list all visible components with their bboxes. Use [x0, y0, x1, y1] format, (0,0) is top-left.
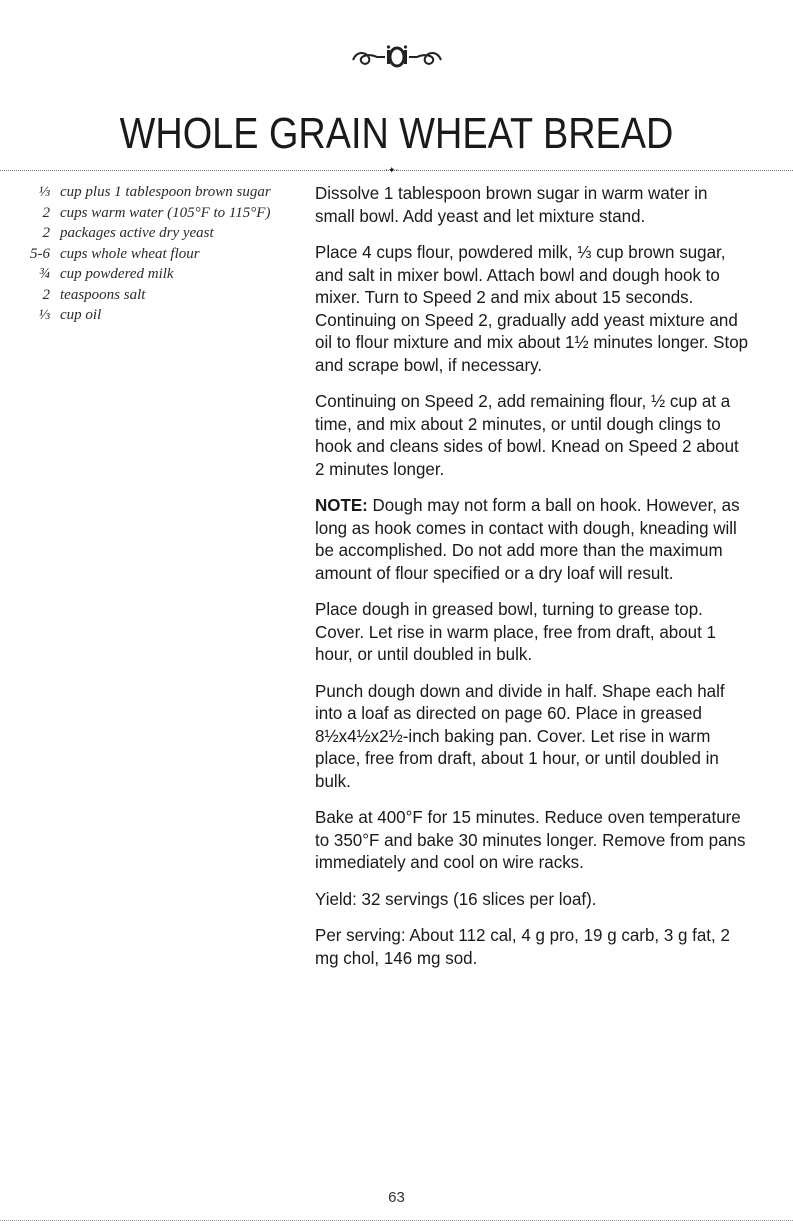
ingredient-item	[0, 246, 315, 264]
ingredient-quantity: 5-6	[30, 245, 50, 262]
ingredient-item	[0, 287, 315, 305]
ingredient-quantity: ⅓	[38, 307, 50, 323]
ingredient-quantity: ⅓	[38, 184, 50, 200]
ingredient-description: packages active dry yeast	[60, 225, 214, 241]
ingredient-description: cup oil	[60, 307, 102, 323]
ingredient-quantity: 2	[42, 225, 50, 241]
method-paragraph: Place dough in greased bowl, turning to grease top. Cover. Let rise in warm place, free from draft, about 1 hour, or until doubled in bulk.	[315, 599, 716, 664]
note-label: NOTE:	[315, 495, 368, 515]
note-paragraph	[315, 494, 752, 584]
ingredient-item	[0, 266, 315, 284]
method-instructions	[315, 182, 765, 983]
ingredient-description: teaspoons salt	[60, 286, 146, 303]
method-paragraph: Punch dough down and divide in half. Shape each half into a loaf as directed on page 60. Place in greased 8½x4½x2½-inch baking pan. Cover. Let rise in warm place, free from draft, about 1 hour, or until doubled in bulk.	[315, 680, 725, 791]
divider-ornament-icon: ·✦·	[385, 165, 399, 175]
ingredient-item	[0, 205, 315, 223]
ingredient-description: cups whole wheat flour	[60, 245, 200, 262]
ingredient-quantity: ¾	[38, 266, 50, 282]
nutrition-text: Per serving: About 112 cal, 4 g pro, 19 g carb, 3 g fat, 2 mg chol, 146 mg sod.	[315, 925, 730, 968]
ingredient-description: cup powdered milk	[60, 266, 174, 282]
method-paragraph: Bake at 400°F for 15 minutes. Reduce oven temperature to 350°F and bake 30 minutes longer. Remove from pans immediately and cool on wire racks.	[315, 807, 746, 872]
note-text: Dough may not form a ball on hook. However, as long as hook comes in contact with dough, kneading will be accomplished. Do not add more than the maximum amount of flour specified or a dry loaf will result.	[315, 495, 740, 583]
ingredient-list	[0, 184, 315, 328]
page-number: 63	[388, 1189, 405, 1206]
method-paragraph: Dissolve 1 tablespoon brown sugar in warm water in small bowl. Add yeast and let mixture stand.	[315, 183, 708, 226]
bottom-divider	[0, 1220, 793, 1221]
ingredient-quantity: 2	[42, 204, 50, 221]
ingredient-item	[0, 307, 315, 325]
method-paragraph: Continuing on Speed 2, add remaining flour, ½ cup at a time, and mix about 2 minutes, or until dough clings to hook and cleans sides of bowl. Knead on Speed 2 about 2 minutes longer.	[315, 391, 739, 479]
ingredient-item	[0, 225, 315, 243]
decorative-scroll-ornament-icon	[0, 44, 793, 75]
yield-text: Yield: 32 servings (16 slices per loaf).	[315, 888, 597, 909]
ingredient-quantity: 2	[42, 286, 50, 303]
ingredient-item	[0, 184, 315, 202]
ingredient-description: cup plus 1 tablespoon brown sugar	[60, 184, 271, 200]
method-paragraph: Place 4 cups flour, powdered milk, ⅓ cup brown sugar, and salt in mixer bowl. Attach bowl and dough hook to mixer. Turn to Speed 2 and mix about 15 seconds. Continuing on Speed 2, gradually add yeast mixture and oil to flour mixture and mix about 1½ minutes longer. Stop and scrape bowl, if necessary.	[315, 242, 749, 375]
page-title: WHOLE GRAIN WHEAT BREAD	[119, 109, 674, 158]
ingredient-description: cups warm water (105°F to 115°F)	[60, 204, 271, 221]
